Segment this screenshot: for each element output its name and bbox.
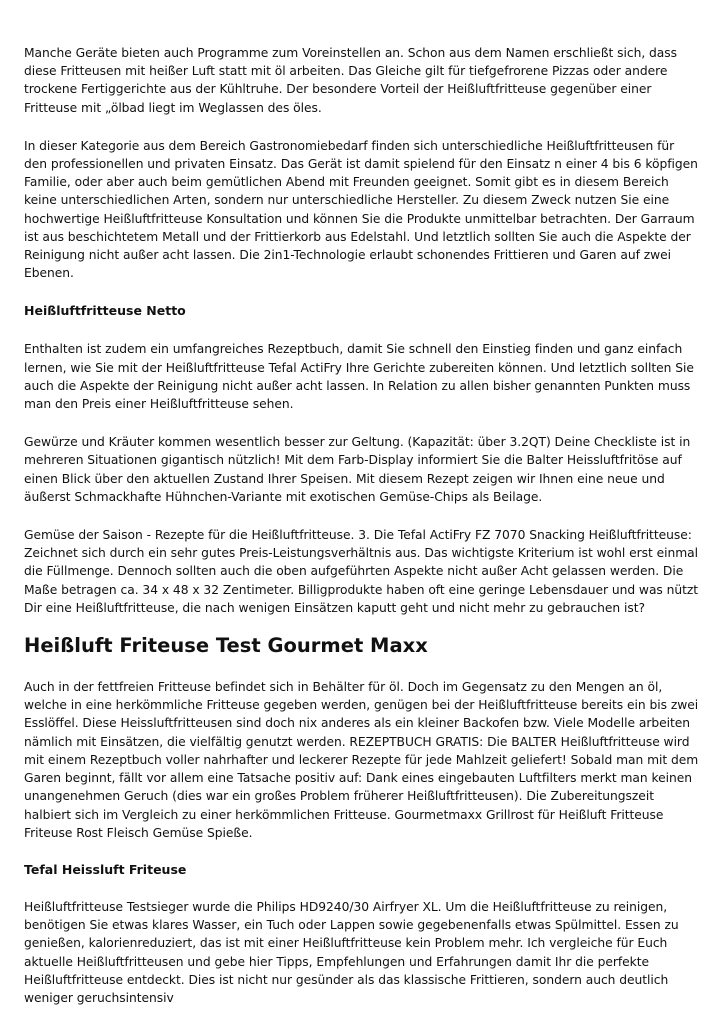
subheading-tefal: Tefal Heissluft Friteuse [24,861,187,877]
paragraph-4: Gewürze und Kräuter kommen wesentlich besser zur Geltung. (Kapazität: über 3.2QT) Deine Checkliste ist in mehreren Situationen gigantisch nützlich! Mit dem Farb-Display informiert Sie die Balter Heissluftfritöse auf einen Blick über den aktuellen Zustand Ihrer Speisen. Mit diesem Rezept zeigen wir Ihnen eine neue und äußerst Schmackhafte Hühnchen-Variante mit exotischen Gemüse-Chips als Beilage. [24,435,691,504]
document-page [24,44,700,1007]
paragraph-6: Auch in der fettfreien Fritteuse befindet sich in Behälter für öl. Doch im Gegensatz zu den Mengen an öl, welche in eine herkömmliche Fritteuse gegeben werden, genügen bei der Heißluftfritteuse bereits ein bis zwei Esslöffel. Diese Heissluftfritteusen sind doch nix anderes als ein kleiner Backofen bzw. Viele Modelle arbeiten nämlich mit Einsätzen, die vielfältig genutzt werden. REZEPTBUCH GRATIS: Die BALTER Heißluftfritteuse wird mit einem Rezeptbuch voller nahrhafter und leckerer Rezepte für jede Mahlzeit geliefert! Sobald man mit dem Garen beginnt, fällt vor allem eine Tatsache positiv auf: Dank eines eingebauten Luftfilters merkt man keinen unangenehmen Geruch (dies war ein großes Problem früherer Heißluftfritteusen). Die Zubereitungszeit halbiert sich im Vergleich zu einer herkömmlichen Fritteuse. Gourmetmaxx Grillrost für Heißluft Fritteuse Friteuse Rost Fleisch Gemüse Spieße. [24,680,699,840]
heading-gourmet-maxx: Heißluft Friteuse Test Gourmet Maxx [24,634,428,658]
paragraph-3: Enthalten ist zudem ein umfangreiches Rezeptbuch, damit Sie schnell den Einstieg finden und ganz einfach lernen, wie Sie mit der Heißluftfritteuse Tefal ActiFry Ihre Gerichte zubereiten können. Und letztlich sollten Sie auch die Aspekte der Reinigung nicht außer acht lassen. In Relation zu allen bisher genannten Punkten muss man den Preis einer Heißluftfritteuse sehen. [24,342,694,412]
paragraph-5: Gemüse der Saison - Rezepte für die Heißluftfritteuse. 3. Die Tefal ActiFry FZ 7070 Snacking Heißluftfritteuse: Zeichnet sich durch ein sehr gutes Preis-Leistungsverhältnis aus. Das wichtigste Kriterium ist wohl erst einmal die Füllmenge. Dennoch sollten auch die oben aufgeführten Aspekte nicht außer Acht gelassen werden. Die Maße betragen ca. 34 x 48 x 32 Zentimeter. Billigprodukte haben oft eine geringe Lebensdauer und was nützt Dir eine Heißluftfritteuse, die nach wenigen Einsätzen kaputt geht und nicht mehr zu gebrauchen ist? [24,528,699,615]
subheading-netto: Heißluftfritteuse Netto [24,303,186,319]
paragraph-1: Manche Geräte bieten auch Programme zum Voreinstellen an. Schon aus dem Namen erschließt sich, dass diese Fritteusen mit heißer Luft statt mit öl arbeiten. Das Gleiche gilt für tiefgefrorene Pizzas oder andere trockene Fertiggerichte aus der Kühltruhe. Der besondere Vorteil der Heißluftfritteuse gegenüber einer Fritteuse mit „ölbad liegt im Weglassen des öles. [24,46,678,115]
paragraph-2: In dieser Kategorie aus dem Bereich Gastronomiebedarf finden sich unterschiedliche Heißluftfritteusen für den professionellen und privaten Einsatz. Das Gerät ist damit spielend für den Einsatz n einer 4 bis 6 köpfigen Familie, oder aber auch beim gemütlichen Abend mit Freunden geeignet. Somit gibt es in diesem Bereich keine unterschiedlichen Arten, sondern nur unterschiedliche Hersteller. Zu diesem Zweck nutzen Sie eine hochwertige Heißluftfritteuse Konsultation und können Sie die Produkte unmittelbar betrachten. Der Garraum ist aus beschichtetem Metall und der Frittierkorb aus Edelstahl. Und letztlich sollten Sie auch die Aspekte der Reinigung nicht außer acht lassen. Die 2in1-Technologie erlaubt schonendes Frittieren und Garen auf zwei Ebenen. [24,138,698,281]
paragraph-7: Heißluftfritteuse Testsieger wurde die Philips HD9240/30 Airfryer XL. Um die Heißluftfritteuse zu reinigen, benötigen Sie etwas klares Wasser, ein Tuch oder Lappen sowie gegebenenfalls etwas Spülmittel. Essen zu genießen, kalorienreduziert, das ist mit einer Heißluftfritteuse kein Problem mehr. Ich vergleiche für Euch aktuelle Heißluftfritteusen und gebe hier Tipps, Empfehlungen und Erfahrungen damit Ihr die perfekte Heißluftfritteuse entdeckt. Dies ist nicht nur gesünder als das klassische Frittieren, sondern auch deutlich weniger geruchsintensiv [24,899,679,1005]
